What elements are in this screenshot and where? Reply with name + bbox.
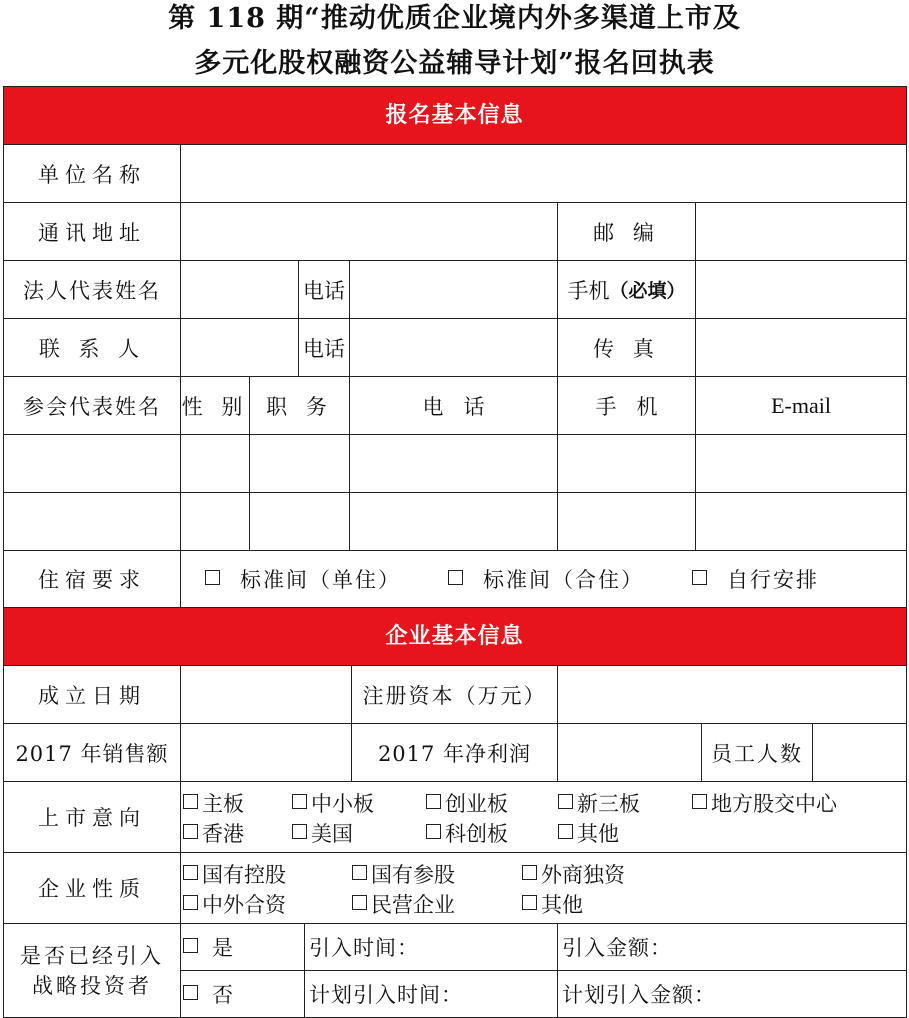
listing-option-neeq[interactable]: [558, 788, 640, 818]
contact-field[interactable]: [181, 319, 298, 376]
option-label: 其他: [577, 822, 619, 846]
checkbox-icon[interactable]: [558, 824, 573, 839]
nature-option-private[interactable]: [352, 889, 455, 919]
label-investor-line1: 是否已经引入: [20, 943, 164, 968]
unit-name-field[interactable]: [181, 145, 906, 202]
label-plan-amount: 计划引入金额：: [562, 983, 716, 1007]
legal-rep-phone-field[interactable]: [350, 261, 557, 318]
label-listing-intent: 上市意向: [38, 806, 146, 830]
listing-option-star-market[interactable]: [426, 818, 508, 848]
checkbox-icon[interactable]: [183, 824, 198, 839]
nature-option-state-shareholding[interactable]: [352, 859, 455, 889]
postcode-field[interactable]: [696, 203, 906, 260]
label-gender: 性 别: [181, 394, 249, 419]
option-label: 科创板: [445, 822, 508, 846]
checkbox-icon[interactable]: [205, 570, 220, 585]
sales-field[interactable]: [181, 724, 351, 781]
nature-option-other[interactable]: [522, 889, 583, 919]
contact-phone-field[interactable]: [350, 319, 557, 376]
form-title-line1: 第 118 期“推动优质企业境内外多渠道上市及: [168, 3, 741, 34]
option-label: 中外合资: [202, 893, 286, 917]
label-phone2: 电话: [303, 336, 345, 361]
listing-option-chinext[interactable]: [426, 788, 508, 818]
label-employees: 员工人数: [711, 741, 803, 766]
option-label: 主板: [202, 792, 244, 816]
checkbox-icon[interactable]: [292, 824, 307, 839]
label-attendee: 参会代表姓名: [23, 394, 161, 419]
label-position: 职 务: [266, 394, 333, 419]
label-profit-2017: 2017 年净利润: [377, 741, 532, 766]
form-title-line2: 多元化股权融资公益辅导计划”报名回执表: [194, 48, 715, 79]
nature-option-joint-venture[interactable]: [183, 889, 286, 919]
founded-field[interactable]: [181, 666, 351, 723]
label-strategic-investor: [4, 924, 180, 1017]
option-label: 其他: [541, 893, 583, 917]
listing-option-sme-board[interactable]: [292, 788, 374, 818]
option-label: 外商独资: [541, 863, 625, 887]
option-label: 国有控股: [202, 863, 286, 887]
label-contact: 联 系 人: [38, 336, 146, 361]
checkbox-icon[interactable]: [558, 794, 573, 809]
checkbox-icon[interactable]: [692, 794, 707, 809]
employees-field[interactable]: [813, 724, 906, 781]
label-capital: 注册资本（万元）: [362, 683, 547, 708]
lodging-option-label: 标准间（单住）: [240, 568, 401, 592]
label-mobile: 手机: [567, 278, 610, 303]
listing-option-usa[interactable]: [292, 818, 353, 848]
label-intro-amount: 引入金额：: [562, 936, 672, 960]
attendee-2-name-field[interactable]: [4, 493, 180, 550]
label-legal-rep: 法人代表姓名: [23, 278, 161, 303]
profit-field[interactable]: [558, 724, 701, 781]
checkbox-icon[interactable]: [448, 570, 463, 585]
label-address: 通讯地址: [38, 220, 146, 245]
label-nature: 企业性质: [38, 877, 146, 901]
investor-yes-option[interactable]: [183, 924, 304, 970]
label-tel: 电 话: [422, 394, 485, 419]
checkbox-icon[interactable]: [352, 895, 367, 910]
section-header-enterprise: 企业基本信息: [3, 608, 906, 665]
checkbox-icon[interactable]: [183, 865, 198, 880]
lodging-option-self[interactable]: [692, 551, 902, 607]
option-label: 否: [212, 983, 233, 1007]
mobile-field[interactable]: [696, 261, 906, 318]
checkbox-icon[interactable]: [426, 794, 441, 809]
checkbox-icon[interactable]: [522, 895, 537, 910]
nature-option-foreign-owned[interactable]: [522, 859, 625, 889]
label-cell: 手 机: [595, 394, 658, 419]
checkbox-icon[interactable]: [352, 865, 367, 880]
option-label: 美国: [311, 822, 353, 846]
label-lodging: 住宿要求: [38, 568, 146, 592]
label-founded: 成立日期: [38, 683, 146, 708]
label-sales-2017: 2017 年销售额: [15, 741, 169, 766]
lodging-option-label: 标准间（合住）: [483, 568, 644, 592]
capital-field[interactable]: [558, 666, 906, 723]
label-phone: 电话: [303, 278, 345, 303]
option-label: 中小板: [311, 792, 374, 816]
option-label: 新三板: [577, 792, 640, 816]
checkbox-icon[interactable]: [426, 824, 441, 839]
option-label: 创业板: [445, 792, 508, 816]
nature-option-state-controlled[interactable]: [183, 859, 286, 889]
label-fax: 传 真: [593, 336, 660, 361]
option-label: 国有参股: [371, 863, 455, 887]
option-label: 香港: [202, 822, 244, 846]
investor-no-option[interactable]: [183, 971, 304, 1017]
label-unit-name: 单位名称: [38, 162, 146, 187]
lodging-option-shared[interactable]: [448, 551, 688, 607]
listing-option-main-board[interactable]: [183, 788, 244, 818]
required-mark: （必填）: [609, 280, 686, 302]
checkbox-icon[interactable]: [692, 570, 707, 585]
checkbox-icon[interactable]: [183, 938, 198, 953]
label-intro-time: 引入时间：: [309, 936, 419, 960]
listing-option-other[interactable]: [558, 818, 619, 848]
option-label: 民营企业: [371, 893, 455, 917]
checkbox-icon[interactable]: [292, 794, 307, 809]
address-field[interactable]: [181, 203, 557, 260]
section-header-registration: 报名基本信息: [3, 87, 906, 144]
checkbox-icon[interactable]: [522, 865, 537, 880]
listing-option-hongkong[interactable]: [183, 818, 244, 848]
legal-rep-field[interactable]: [181, 261, 298, 318]
checkbox-icon[interactable]: [183, 985, 198, 1000]
option-label: 地方股交中心: [711, 792, 837, 816]
label-mobile-required: [558, 261, 695, 318]
label-email: E-mail: [771, 392, 831, 418]
option-label: 是: [212, 936, 233, 960]
checkbox-icon[interactable]: [183, 895, 198, 910]
lodging-option-label: 自行安排: [727, 568, 819, 592]
attendee-1-name-field[interactable]: [4, 435, 180, 492]
label-postcode: 邮 编: [593, 220, 660, 245]
fax-field[interactable]: [696, 319, 906, 376]
lodging-option-single[interactable]: [205, 551, 445, 607]
listing-option-regional-exchange[interactable]: [692, 788, 837, 818]
label-plan-time: 计划引入时间：: [309, 983, 463, 1007]
checkbox-icon[interactable]: [183, 794, 198, 809]
label-investor-line2: 战略投资者: [32, 973, 152, 998]
